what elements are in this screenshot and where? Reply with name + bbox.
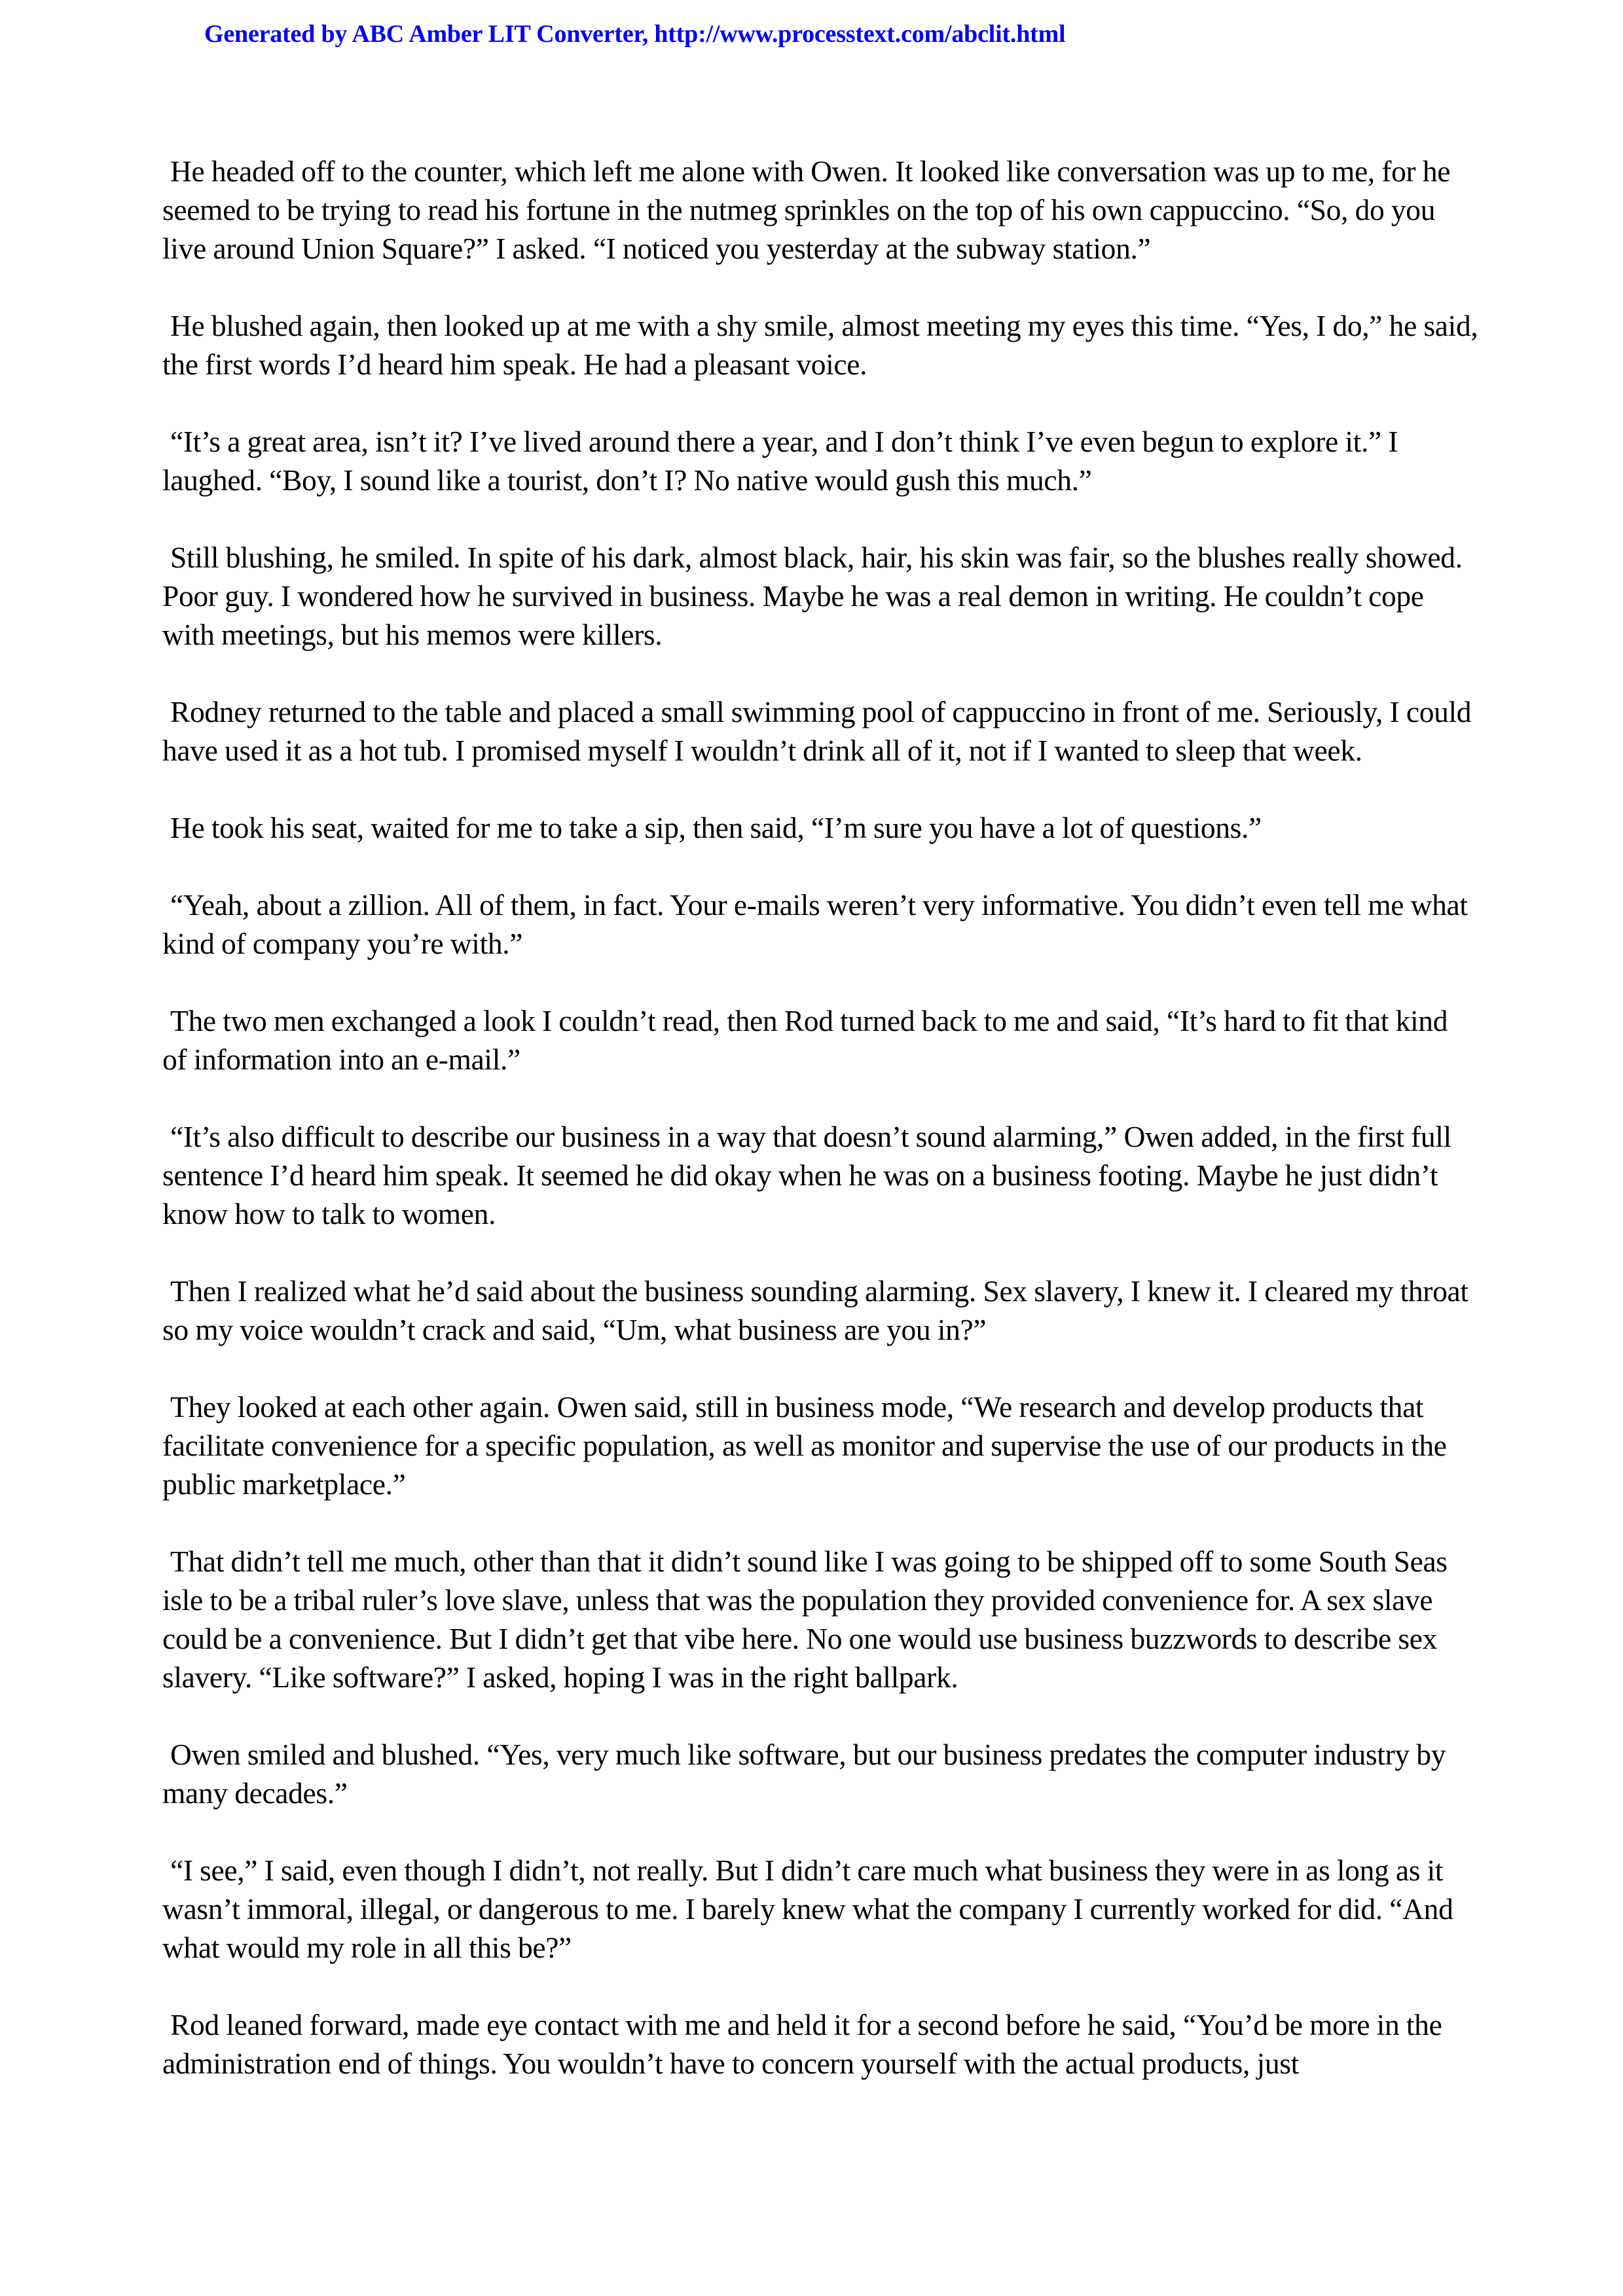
paragraph-5: Rodney returned to the table and placed a small swimming pool of cappuccino in front of me. Seriously, I could have used it as a hot tub. I promised myself I wouldn’t drink all of it, not if I wanted to sleep that week.: [162, 695, 1472, 767]
paragraph-3: “It’s a great area, isn’t it? I’ve lived around there a year, and I don’t think I’ve even begun to explore it.” I laughed. “Boy, I sound like a tourist, don’t I? No native would gush this much.”: [162, 425, 1398, 497]
document-body: [162, 152, 1478, 2083]
paragraph-13: Owen smiled and blushed. “Yes, very much like software, but our business predates the computer industry by many decades.”: [162, 1738, 1446, 1810]
paragraph-1: He headed off to the counter, which left me alone with Owen. It looked like conversation was up to me, for he seemed to be trying to read his fortune in the nutmeg sprinkles on the top of his own cappuccino. “So, do you live around Union Square?” I asked. “I noticed you yesterday at the subway station.”: [162, 154, 1451, 265]
paragraph-10: Then I realized what he’d said about the business sounding alarming. Sex slavery, I knew it. I cleared my throat so my voice wouldn’t crack and said, “Um, what business are you in?”: [162, 1274, 1468, 1346]
paragraph-7: “Yeah, about a zillion. All of them, in fact. Your e-mails weren’t very informative. You didn’t even tell me what kind of company you’re with.”: [162, 888, 1468, 960]
paragraph-6: He took his seat, waited for me to take a sip, then said, “I’m sure you have a lot of questions.”: [170, 811, 1262, 844]
paragraph-9: “It’s also difficult to describe our business in a way that doesn’t sound alarming,” Owen added, in the first full sentence I’d heard him speak. It seemed he did okay when he was on a business footing. Maybe he just didn’t know how to talk to women.: [162, 1120, 1451, 1230]
paragraph-12: That didn’t tell me much, other than that it didn’t sound like I was going to be shipped off to some South Seas isle to be a tribal ruler’s love slave, unless that was the population they provided convenience for. A sex slave could be a convenience. But I didn’t get that vibe here. No one would use business buzzwords to describe sex slavery. “Like software?” I asked, hoping I was in the right ballpark.: [162, 1545, 1448, 1694]
paragraph-4: Still blushing, he smiled. In spite of his dark, almost black, hair, his skin was fair, so the blushes really showed. Poor guy. I wondered how he survived in business. Maybe he was a real demon in writing. He couldn’t cope with meetings, but his memos were killers.: [162, 541, 1463, 651]
converter-banner: Generated by ABC Amber LIT Converter, http://www.processtext.com/abclit.html: [204, 20, 1066, 48]
paragraph-8: The two men exchanged a look I couldn’t read, then Rod turned back to me and said, “It’s hard to fit that kind of information into an e-mail.”: [162, 1004, 1448, 1076]
paragraph-15: Rod leaned forward, made eye contact with me and held it for a second before he said, “You’d be more in the administration end of things. You wouldn’t have to concern yourself with the actual products, just: [162, 2008, 1442, 2080]
paragraph-11: They looked at each other again. Owen said, still in business mode, “We research and develop products that facilitate convenience for a specific population, as well as monitor and supervise the use of our products in the public marketplace.”: [162, 1390, 1447, 1501]
paragraph-14: “I see,” I said, even though I didn’t, not really. But I didn’t care much what business they were in as long as it wasn’t immoral, illegal, or dangerous to me. I barely knew what the company I currently worked for did. “And what would my role in all this be?”: [162, 1854, 1453, 1964]
paragraph-2: He blushed again, then looked up at me with a shy smile, almost meeting my eyes this time. “Yes, I do,” he said, the first words I’d heard him speak. He had a pleasant voice.: [162, 309, 1478, 381]
